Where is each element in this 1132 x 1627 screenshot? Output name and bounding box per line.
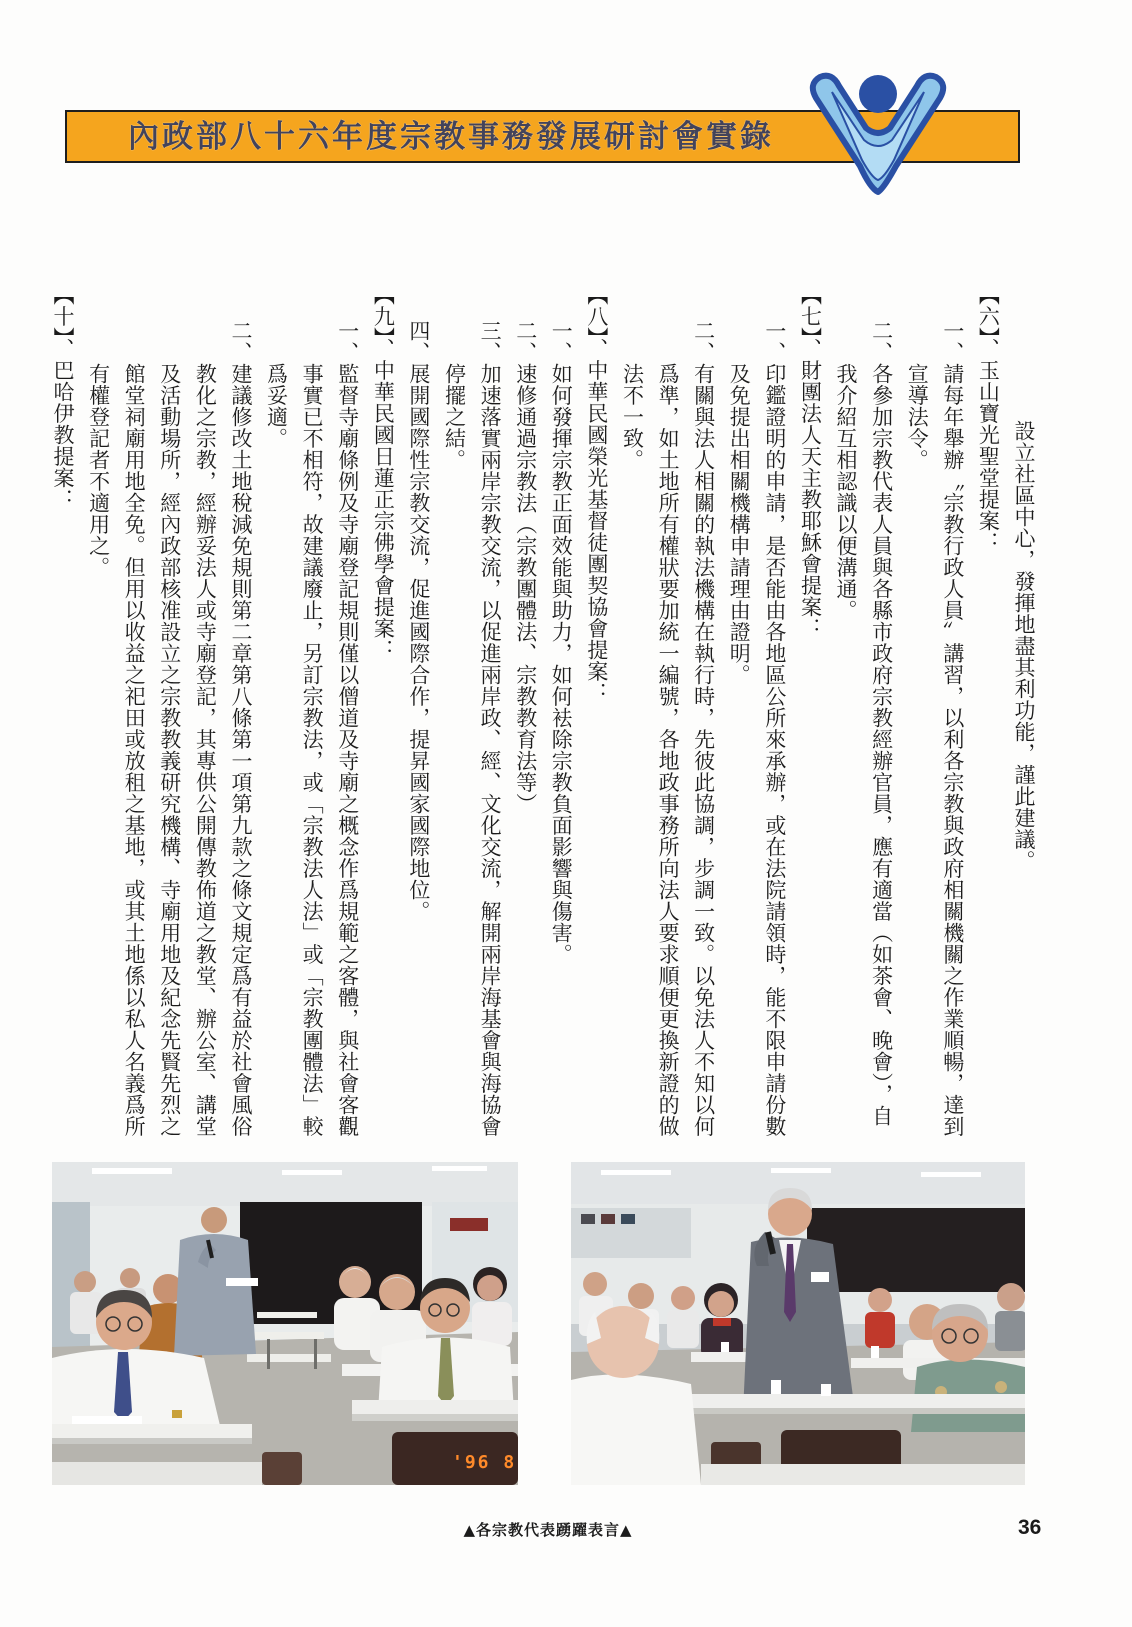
proposal-item-continued: 爲準，如土地所有權狀要加統一編號，各地政事務所向法人要求順便更換新證的做: [656, 363, 681, 1137]
proposal-item-continued: 法不一致。: [620, 363, 645, 471]
proposal-heading-7: 【七】、財團法人天主教耶穌會提案：: [798, 284, 823, 639]
proposal-item: 一、如何發揮宗教正面效能與助力，如何袪除宗教負面影響與傷害。: [549, 320, 574, 965]
meeting-photo-right: [571, 1162, 1025, 1485]
continued-line: 設立社區中心，發揮地盡其利功能，謹此建議。: [1012, 420, 1036, 872]
proposal-item: 一、印鑑證明的申請，是否能由各地區公所來承辦，或在法院請領時，能不限申請份數: [762, 320, 787, 1137]
proposal-item: 二、有關與法人相關的執法機構在執行時，先彼此協調，步調一致。以免法人不知以何: [691, 320, 716, 1137]
page-number: 36: [1018, 1516, 1042, 1539]
proposal-item-continued: 爲妥適。: [264, 363, 289, 449]
desk: [701, 1464, 1025, 1485]
photo-timestamp: '96 8: [452, 1452, 517, 1473]
proposal-item-continued: 及免提出相關機構申請理由證明。: [727, 363, 752, 686]
proposal-heading-8: 【八】、中華民國榮光基督徒團契協會提案：: [584, 284, 609, 704]
proposal-item: 四、展開國際性宗教交流，促進國際合作，提昇國家國際地位。: [406, 320, 431, 922]
photo-caption: ▲各宗教代表踴躍表言▲: [463, 1521, 633, 1539]
proposal-heading-9: 【九】、中華民國日蓮正宗佛學會提案：: [371, 284, 396, 661]
proposal-item-continued: 我介紹互相認識以便溝通。: [834, 363, 859, 621]
proposal-item: 三、加速落實兩岸宗教交流，以促進兩岸政、經、文化交流，解開兩岸海基會與海協會: [478, 320, 503, 1137]
proposal-item: 一、請每年舉辦〝宗教行政人員〞講習，以利各宗教與政府相關機關之作業順暢，達到: [940, 320, 965, 1137]
ceiling: [52, 1162, 518, 1206]
proposal-item-continued: 停擺之結。: [442, 363, 467, 471]
proposal-heading-10: 【十】、巴哈伊教提案：: [50, 284, 75, 510]
proposal-item: 二、各參加宗教代表人員與各縣市政府宗教經辦官員，應有適當（如茶會、晚會），自: [869, 320, 894, 1127]
proposal-heading-6: 【六】、玉山寶光聖堂提案：: [976, 284, 1001, 553]
meeting-photo-left: [52, 1162, 518, 1485]
proposal-item: 一、監督寺廟條例及寺廟登記規則僅以僧道及寺廟之概念作爲規範之客體，與社會客觀: [335, 320, 360, 1137]
seated-attendee-woman: [472, 1267, 512, 1346]
page-title: 內政部八十六年度宗教事務發展研討會實錄: [128, 119, 774, 155]
desk: [352, 1400, 518, 1421]
proposal-item: 二、建議修改土地稅減免規則第二章第八條第一項第九款之條文規定爲有益於社會風俗: [228, 320, 253, 1137]
body-text: [44, 0, 1041, 1150]
proposal-item-continued: 館堂祠廟用地全免。但用以收益之祀田或放租之基地，或其土地係以私人名義爲所: [122, 363, 147, 1137]
desk: [52, 1462, 262, 1485]
proposal-item: 二、速修通過宗教法（宗教團體法、宗教教育法等）: [513, 320, 538, 815]
proposal-item-continued: 宣導法令。: [905, 363, 930, 471]
proposal-item-continued: 教化之宗教，經辦妥法人或寺廟登記，其專供公開傳教佈道之教堂、辦公室、講堂: [193, 363, 218, 1137]
proposal-item-continued: 有權登記者不適用之。: [86, 363, 111, 578]
proposal-item-continued: 事實已不相符，故建議廢止，另訂宗教法，或「宗教法人法」或「宗教團體法」較: [300, 363, 325, 1137]
proposal-item-continued: 及活動場所，經內政部核准設立之宗教教義研究機構、寺廟用地及紀念先賢先烈之: [157, 363, 182, 1137]
